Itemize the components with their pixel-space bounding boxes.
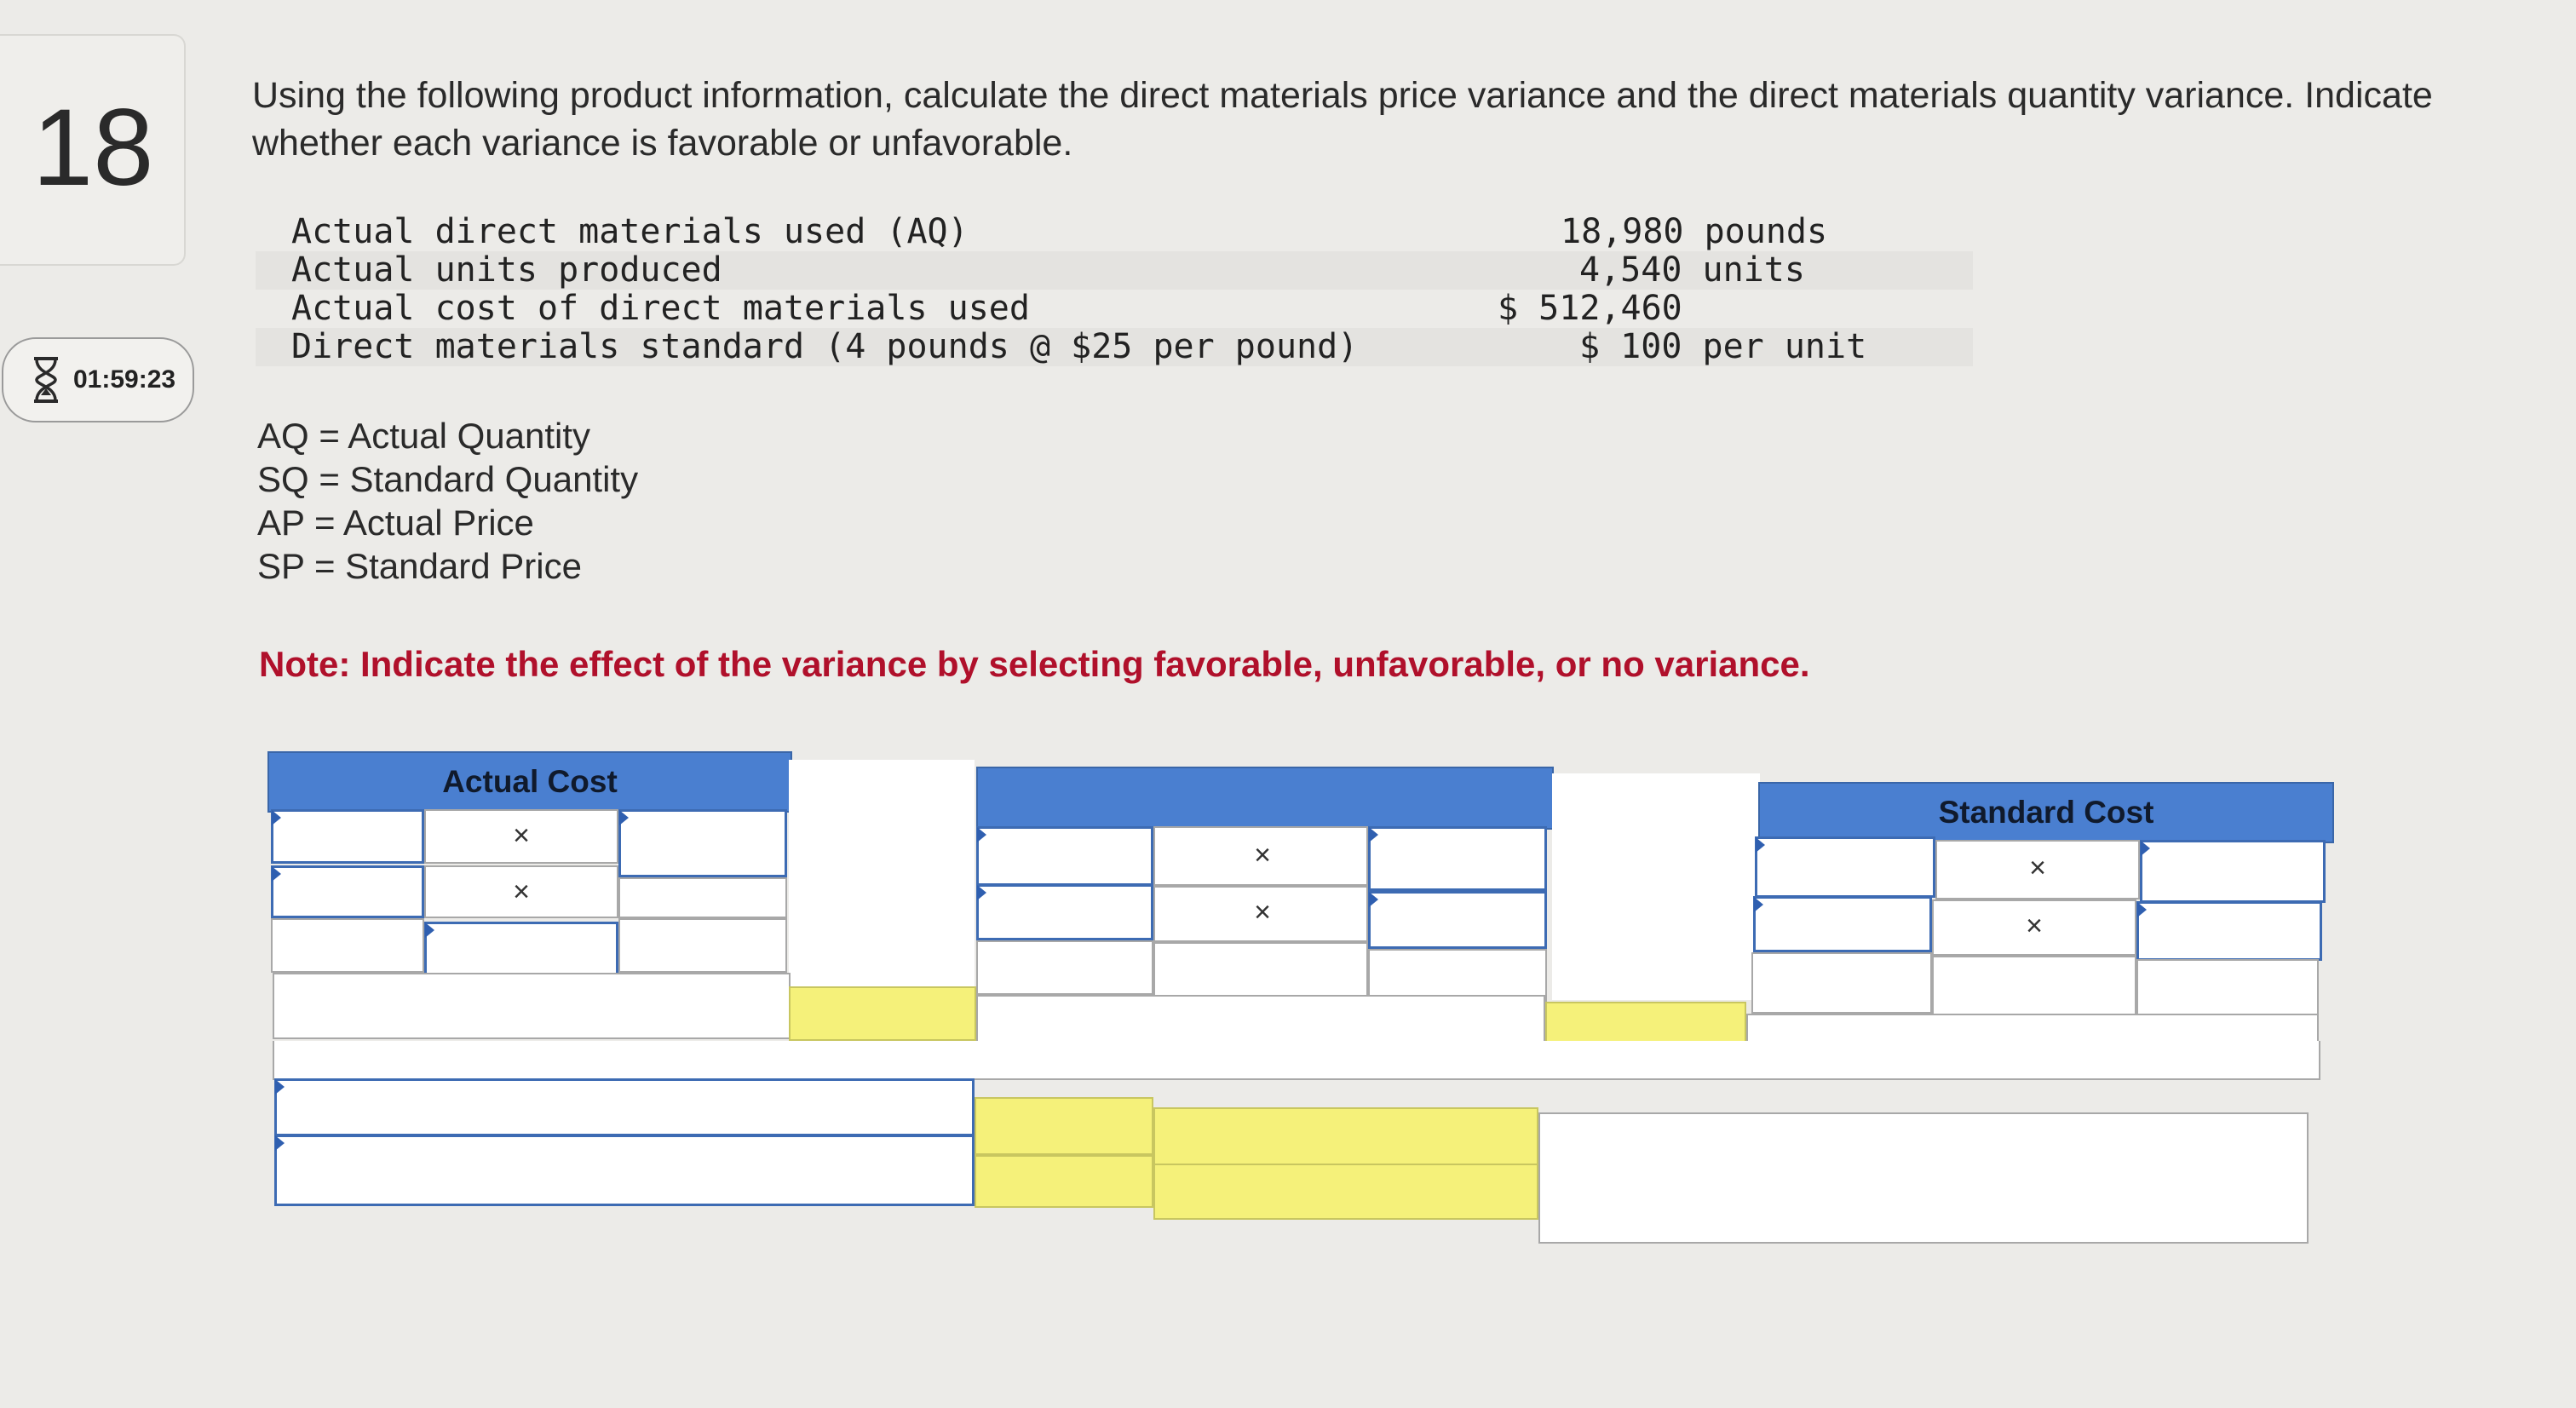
product-info-row [256, 328, 1973, 366]
product-info-label: Actual units produced [291, 250, 722, 290]
price-variance-effect-select[interactable] [1153, 1107, 1538, 1165]
product-info-value: $ 100 per unit [1579, 327, 1867, 366]
standard-cost-header: Standard Cost [1758, 782, 2334, 843]
middle-sp-input[interactable] [1368, 826, 1547, 891]
product-info-label: Actual cost of direct materials used [291, 289, 1030, 328]
definition-item: AP = Actual Price [257, 503, 534, 543]
hourglass-icon [29, 356, 63, 404]
middle-aq-input[interactable] [976, 826, 1153, 886]
quantity-variance-effect-select[interactable] [1153, 1164, 1538, 1220]
middle-blank-cell [976, 940, 1153, 995]
standard-blank-cell [2136, 959, 2319, 1017]
definition-item: SP = Standard Price [257, 546, 582, 586]
product-info-value: $ 512,460 [1498, 289, 1682, 328]
quantity-variance-label-input[interactable] [274, 1135, 975, 1206]
separator-row [273, 1041, 2320, 1080]
times-symbol: × [1254, 896, 1271, 928]
spacer-column [1552, 773, 1760, 1000]
variance-right-blank [1538, 1112, 2309, 1244]
timer-text: 01:59:23 [73, 365, 176, 394]
product-info-row [256, 290, 1973, 328]
actual-total-row [273, 973, 791, 1039]
middle-blank-cell [1368, 949, 1547, 1002]
actual-aq-input[interactable] [271, 809, 424, 864]
actual-blank-cell [271, 918, 424, 973]
middle-header [976, 767, 1554, 830]
product-info-value: 18,980 pounds [1561, 212, 1828, 251]
standard-sq-input[interactable] [1755, 836, 1935, 898]
product-info-table [256, 213, 1973, 366]
times-symbol: × [513, 819, 530, 852]
middle-blank-cell [1153, 942, 1368, 997]
actual-quantity-input-2[interactable] [271, 865, 424, 918]
definitions-list [257, 414, 638, 588]
standard-blank-cell [1751, 952, 1932, 1014]
actual-cost-header: Actual Cost [267, 751, 792, 813]
question-number: 18 [32, 87, 154, 209]
product-info-value: 4,540 units [1579, 250, 1805, 290]
standard-sp-input[interactable] [2140, 840, 2326, 903]
product-info-label: Direct materials standard (4 pounds @ $25 per pound) [291, 327, 1359, 366]
definition-item: SQ = Standard Quantity [257, 459, 639, 499]
spacer-column [789, 760, 975, 986]
quantity-variance-amount-input[interactable] [975, 1155, 1153, 1208]
actual-total-input[interactable] [424, 922, 618, 978]
times-symbol: × [2026, 910, 2043, 942]
times-symbol: × [513, 876, 530, 908]
question-instructions: Using the following product information, calculate the direct materials price variance and the direct materials quantity variance. Indicate whether each variance is favorable or unfavorable. [252, 75, 2433, 164]
middle-price-input-2[interactable] [1368, 891, 1547, 949]
timer-badge[interactable] [2, 337, 194, 422]
times-symbol: × [1254, 839, 1271, 871]
actual-blank-cell [618, 918, 787, 973]
standard-quantity-input-2[interactable] [1753, 896, 1932, 952]
definition-item: AQ = Actual Quantity [257, 416, 591, 456]
price-variance-amount-input[interactable] [975, 1097, 1153, 1155]
product-info-row [256, 213, 1973, 251]
product-info-label: Actual direct materials used (AQ) [291, 212, 969, 251]
product-info-row [256, 251, 1973, 290]
variance-note: Note: Indicate the effect of the variance by selecting favorable, unfavorable, or no variance. [259, 644, 1810, 684]
times-symbol: × [2029, 852, 2046, 884]
standard-price-input-2[interactable] [2136, 901, 2322, 961]
actual-price-cell-2 [618, 877, 787, 918]
price-variance-label-input[interactable] [274, 1078, 975, 1136]
middle-quantity-input-2[interactable] [976, 884, 1153, 940]
actual-total-amount-input[interactable] [789, 986, 976, 1041]
actual-ap-input[interactable] [618, 809, 787, 877]
standard-blank-cell [1932, 956, 2136, 1015]
